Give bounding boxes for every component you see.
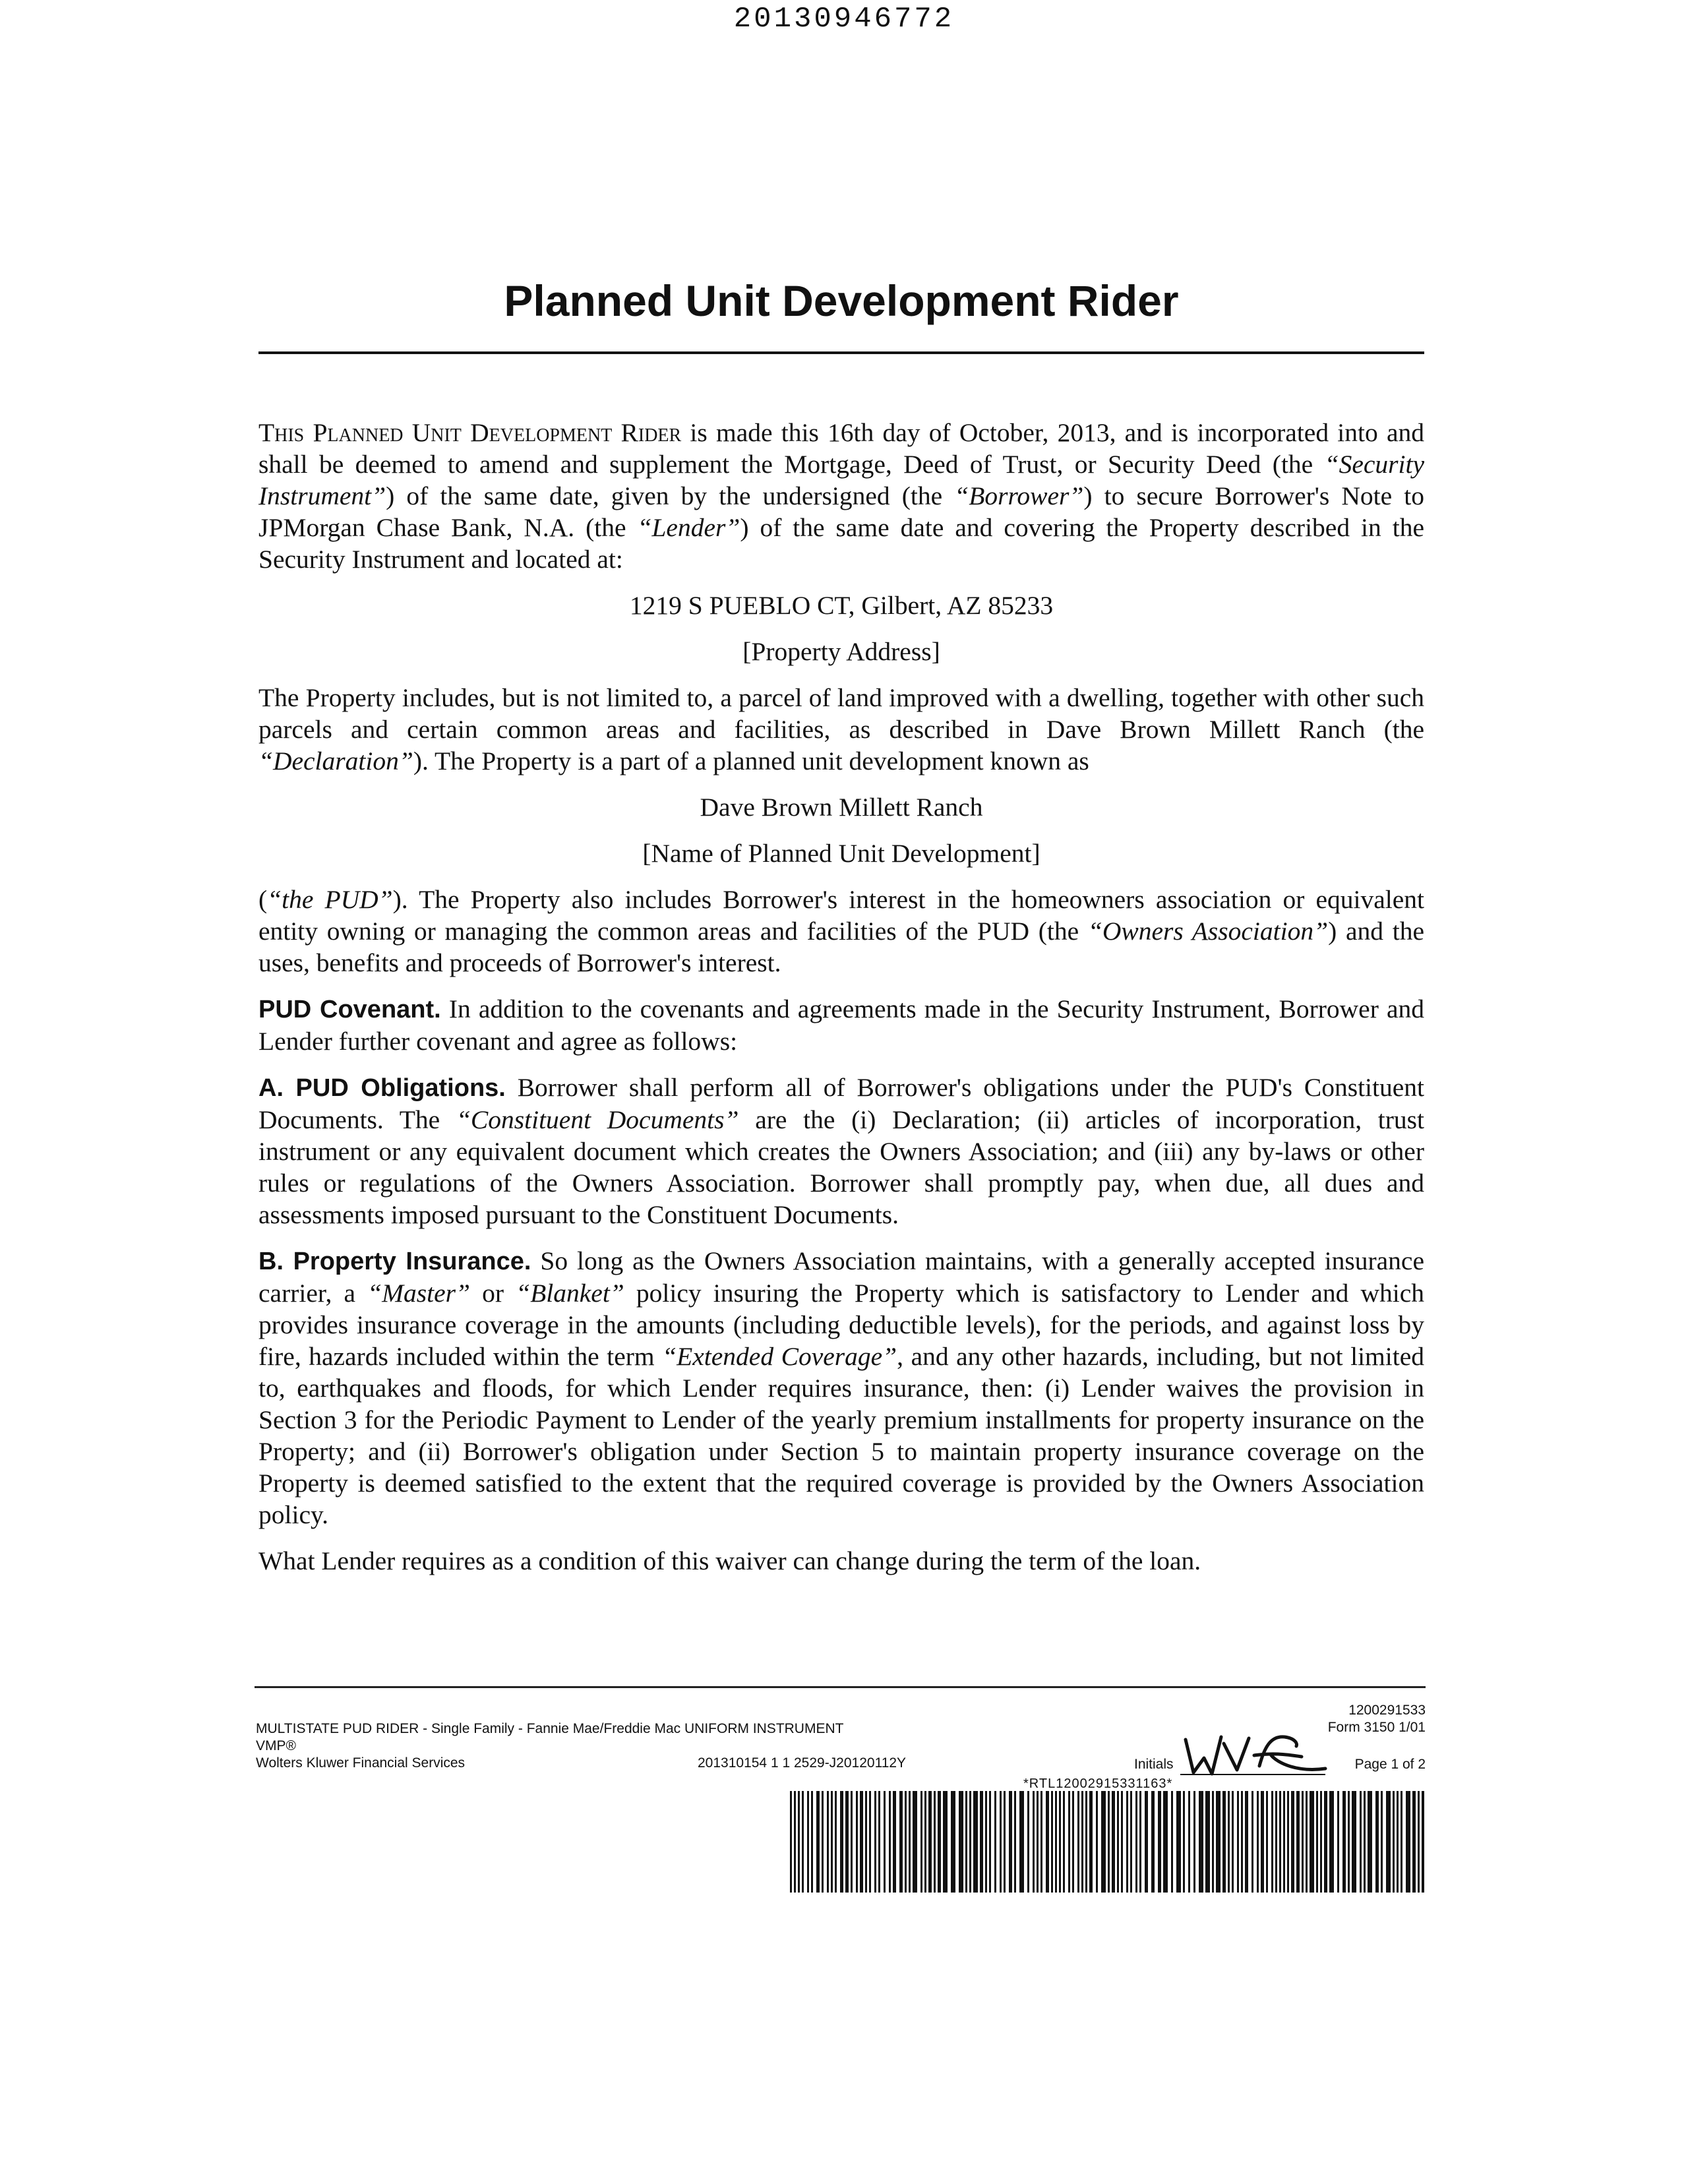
barcode-bar [1009,1791,1012,1893]
footer-divider [255,1686,1426,1688]
pud-text-1: ). The Property also includes Borrower's interest in the homeowners association or equivalent entity owning or managing the common areas and facilities of the PUD (the [258,885,1424,946]
barcode-bar [985,1791,987,1893]
section-a-paragraph [258,1072,1424,1230]
barcode-bar [1037,1791,1039,1893]
barcode-bar [1108,1791,1110,1893]
barcode-bar [1241,1791,1243,1893]
barcode-bar [1237,1791,1239,1893]
property-includes-paragraph [258,682,1424,777]
barcode-bar [1397,1791,1399,1893]
barcode-bar [1320,1791,1322,1893]
loan-number: 1200291533 [1348,1703,1426,1718]
section-b-text-1: So long as the Owners Association maintains, with a generally accepted insurance carrier, a [258,1246,1424,1308]
barcode-bar [1004,1791,1006,1893]
barcode-bar [1266,1791,1268,1893]
section-b-heading: B. Property Insurance. [258,1248,531,1275]
barcode-bar [973,1791,978,1893]
barcode-bar [878,1791,880,1893]
barcode-bar [1055,1791,1057,1893]
barcode-bar [1275,1791,1277,1893]
blanket-term: “Blanket” [516,1279,624,1308]
barcode-bar [1406,1791,1410,1893]
lender-term: “Lender” [637,513,740,542]
barcode-bar [1352,1791,1356,1893]
barcode-bar [1081,1791,1083,1893]
initials-signature [1172,1726,1331,1786]
barcode-bar [899,1791,903,1893]
barcode-bar [1126,1791,1128,1893]
document-title: Planned Unit Development Rider [504,276,1179,325]
barcode-bar [909,1791,911,1893]
barcode-bar [893,1791,896,1893]
barcode-bar [1027,1791,1029,1893]
barcode-bar [1135,1791,1137,1893]
vmp-mark: VMP® [256,1738,296,1753]
initials-label: Initials [1134,1757,1174,1772]
barcode-bar [994,1791,996,1893]
barcode-bar [924,1791,926,1893]
master-term: “Master” [367,1279,470,1308]
barcode-bar [1117,1791,1119,1893]
section-b-paragraph [258,1245,1424,1531]
barcode-bar [1401,1791,1402,1893]
barcode-bar [860,1791,863,1893]
barcode-bar [865,1791,867,1893]
constituent-documents-term: “Constituent Documents” [456,1105,739,1134]
barcode-bar [1188,1791,1190,1893]
barcode-bar [1279,1791,1281,1893]
barcode-bar [1072,1791,1074,1893]
barcode-bar [1112,1791,1115,1893]
barcode-bar [905,1791,907,1893]
barcode-bar [1364,1791,1366,1893]
barcode-bar [928,1791,932,1893]
page-number: Page 1 of 2 [1354,1757,1426,1772]
barcode-bar [1337,1791,1339,1893]
barcode-bar [1348,1791,1350,1893]
includes-text-2: ). The Property is a part of a planned unit development known as [413,746,1089,775]
barcode-bar [1205,1791,1210,1893]
barcode-bar [1193,1791,1195,1893]
security-instrument-term: “Security Instrument” [258,450,1424,510]
barcode-bar [1000,1791,1002,1893]
barcode-bar [1257,1791,1259,1893]
barcode-bar [965,1791,967,1893]
barcode-bar [1291,1791,1294,1893]
barcode-bar [822,1791,824,1893]
barcode-bar [1130,1791,1132,1893]
recording-number: 20130946772 [733,3,955,36]
barcode-bar [980,1791,983,1893]
barcode-bar [1342,1791,1346,1893]
barcode-bar [816,1791,820,1893]
barcode-bar [1316,1791,1318,1893]
barcode-bar [913,1791,917,1893]
barcode-bar [1019,1791,1024,1893]
barcode-bar [1381,1791,1383,1893]
includes-text-1: The Property includes, but is not limited to, a parcel of land improved with a dwelling, together with other such parcels and certain common areas and facilities, as described in Dave Brown Millett Ranch (the [258,683,1424,744]
barcode-bar [1360,1791,1362,1893]
pud-open: ( [258,885,268,914]
barcode-bar [1145,1791,1148,1893]
barcode-bar [1033,1791,1035,1893]
barcode-bar [790,1791,792,1893]
barcode-bar [1245,1791,1248,1893]
barcode-bar [807,1791,809,1893]
barcode-bar [1077,1791,1079,1893]
barcode-bar [1386,1791,1391,1893]
barcode-bar [1306,1791,1308,1893]
barcode-bar [1183,1791,1185,1893]
barcode-bar [1158,1791,1161,1893]
barcode-bar [1283,1791,1285,1893]
intro-paragraph [258,417,1424,575]
barcode-bar [1375,1791,1379,1893]
barcode-bar [1329,1791,1334,1893]
barcode-bar [1261,1791,1264,1893]
property-address-caption: [Property Address] [742,637,940,666]
barcode-bar [794,1791,796,1893]
barcode-bar [1228,1791,1230,1893]
owners-association-term: “Owners Association” [1087,917,1329,946]
declaration-term: “Declaration” [258,746,413,775]
barcode [789,1791,1426,1893]
barcode-bar [835,1791,837,1893]
barcode-bar [1085,1791,1087,1893]
barcode-bar [1422,1791,1424,1893]
barcode-bar [1059,1791,1061,1893]
section-b-text-2: or [470,1279,516,1308]
barcode-bar [1251,1791,1253,1893]
barcode-bar [1368,1791,1372,1893]
batch-code: 201310154 1 1 2529-J20120112Y [698,1755,907,1771]
barcode-bar [831,1791,833,1893]
barcode-bar [1121,1791,1123,1893]
pud-paragraph [258,884,1424,979]
barcode-bar [951,1791,955,1893]
barcode-bar [1046,1791,1049,1893]
barcode-bar [1393,1791,1395,1893]
barcode-bar [1310,1791,1314,1893]
barcode-bar [827,1791,829,1893]
barcode-bar [943,1791,948,1893]
extended-coverage-term: “Extended Coverage” [662,1342,897,1371]
section-a-heading: A. PUD Obligations. [258,1074,506,1102]
barcode-bar [1232,1791,1234,1893]
barcode-bar [845,1791,849,1893]
barcode-bar [969,1791,971,1893]
pud-name-caption: [Name of Planned Unit Development] [642,839,1040,868]
barcode-bar [889,1791,891,1893]
barcode-bar [989,1791,991,1893]
document-body [258,417,1424,1591]
barcode-bar [1212,1791,1214,1893]
borrower-term: “Borrower” [954,481,1084,510]
pud-covenant-heading: PUD Covenant. [258,996,441,1023]
intro-lead: This Planned Unit Development Rider [258,418,682,447]
section-b-text-4: , and any other hazards, including, but not limited to, earthquakes and floods, for which Lender requires insurance, then: (i) Lender waives the provision in Section 3 for the Periodic Payment to Lender of the yearly premium installments for property insurance on the Property; and (ii) Borrower's obligation under Section 5 to maintain property insurance coverage on the Property is deemed satisfied to the extent that the required coverage is provided by the Owners Association policy. [258,1342,1425,1529]
title-divider [258,351,1424,354]
form-title: MULTISTATE PUD RIDER - Single Family - Fannie Mae/Freddie Mac UNIFORM INSTRUMENT [256,1721,844,1736]
barcode-bar [811,1791,813,1893]
barcode-bar [1089,1791,1093,1893]
barcode-bar [869,1791,871,1893]
barcode-bar [884,1791,886,1893]
barcode-bar [1222,1791,1226,1893]
barcode-bar [1051,1791,1053,1893]
section-b-text-3: policy insuring the Property which is satisfactory to Lender and which provides insurance coverage in the amounts (including deductible levels), for the periods, and against loss by fire, hazards included within the term [258,1279,1424,1371]
section-a-text-1: Borrower shall perform all of Borrower's obligations under the PUD's Constituent Documents. The [258,1073,1425,1134]
barcode-bar [1302,1791,1304,1893]
barcode-bar [1063,1791,1065,1893]
barcode-bar [1068,1791,1070,1893]
barcode-bar [840,1791,843,1893]
barcode-bar [1216,1791,1221,1893]
barcode-bar [1171,1791,1173,1893]
property-address: 1219 S PUEBLO CT, Gilbert, AZ 85233 [629,591,1054,620]
barcode-bar [1287,1791,1289,1893]
barcode-bar [938,1791,941,1893]
barcode-bar [1412,1791,1416,1893]
barcode-bar [802,1791,804,1893]
barcode-bar [851,1791,853,1893]
property-address-block [258,590,1424,667]
pud-covenant-paragraph [258,993,1424,1057]
publisher: Wolters Kluwer Financial Services [256,1755,466,1771]
barcode-bar [959,1791,963,1893]
barcode-text: *RTL12002915331163* [1023,1776,1173,1791]
pud-name: Dave Brown Millett Ranch [700,793,983,822]
barcode-bar [874,1791,876,1893]
barcode-bar [1163,1791,1168,1893]
barcode-bar [1271,1791,1273,1893]
barcode-bar [856,1791,858,1893]
barcode-bar [1040,1791,1042,1893]
barcode-bar [920,1791,922,1893]
barcode-bar [1014,1791,1016,1893]
barcode-bar [934,1791,936,1893]
barcode-bar [798,1791,800,1893]
pud-name-block [258,791,1424,869]
form-number: Form 3150 1/01 [1327,1720,1426,1735]
pud-covenant-text: In addition to the covenants and agreements made in the Security Instrument, Borrower and Lender further covenant and agree as follows: [258,994,1424,1056]
barcode-bar [1096,1791,1098,1893]
barcode-bar [1199,1791,1203,1893]
barcode-bar [1176,1791,1181,1893]
barcode-bar [1151,1791,1155,1893]
pud-term: “the PUD” [267,885,393,914]
intro-text-3: ) to secure Borrower's Note to JPMorgan Chase Bank, N.A. (the [258,481,1424,542]
barcode-bar [1418,1791,1420,1893]
barcode-bar [1296,1791,1300,1893]
barcode-bar [1101,1791,1106,1893]
barcode-bar [1324,1791,1327,1893]
pud-text-2: ) and the uses, benefits and proceeds of Borrower's interest. [258,917,1424,977]
barcode-bar [1139,1791,1141,1893]
intro-text-4: ) of the same date and covering the Property described in the Security Instrument and located at: [258,513,1424,574]
section-a-text-2: are the (i) Declaration; (ii) articles of incorporation, trust instrument or any equivalent document which creates the Owners Association; and (iii) any by-laws or other rules or regulations of the Owners Association. Borrower shall promptly pay, when due, all dues and assessments imposed pursuant to the Constituent Documents. [258,1105,1425,1229]
waiver-paragraph: What Lender requires as a condition of this waiver can change during the term of the loan. [258,1546,1201,1575]
intro-text-2: ) of the same date, given by the undersigned (the [386,481,955,510]
intro-text-1: is made this 16th day of October, 2013, and is incorporated into and shall be deemed to amend and supplement the Mortgage, Deed of Trust, or Security Deed (the [258,418,1424,479]
